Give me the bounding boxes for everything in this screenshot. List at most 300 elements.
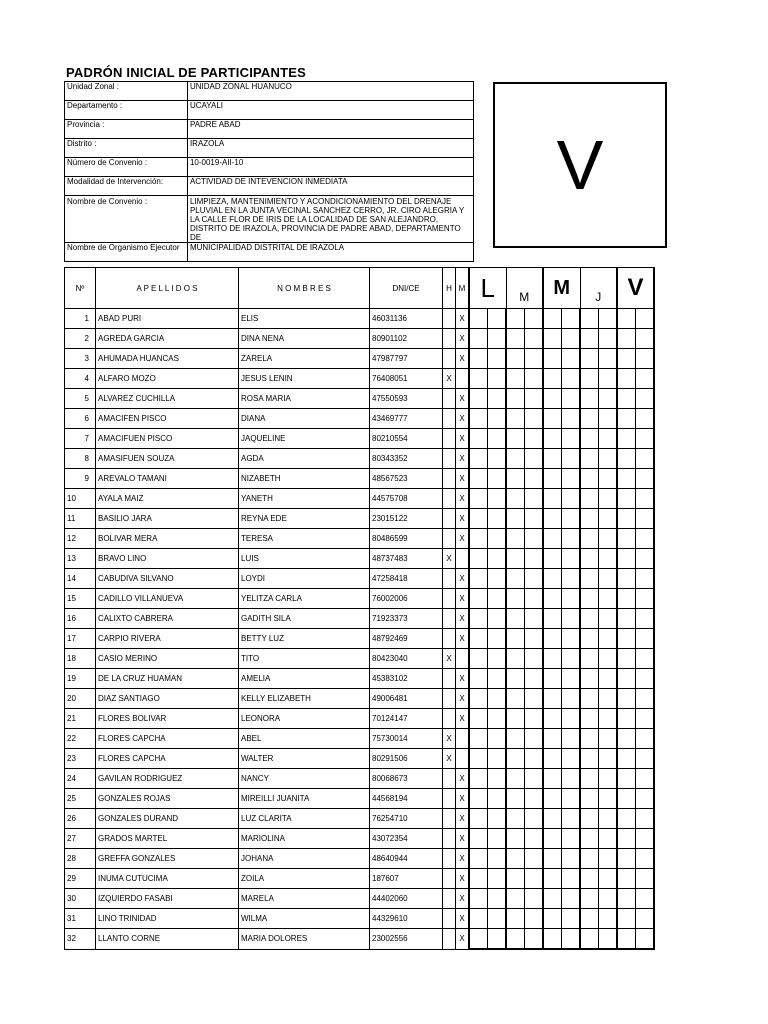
attendance-cell[interactable] bbox=[636, 709, 655, 729]
attendance-cell[interactable] bbox=[506, 749, 525, 769]
attendance-cell[interactable] bbox=[636, 369, 655, 389]
attendance-cell[interactable] bbox=[469, 409, 488, 429]
attendance-cell[interactable] bbox=[617, 709, 636, 729]
attendance-cell[interactable] bbox=[469, 309, 488, 329]
attendance-cell[interactable] bbox=[543, 789, 562, 809]
attendance-cell[interactable] bbox=[636, 609, 655, 629]
attendance-cell[interactable] bbox=[617, 869, 636, 889]
attendance-cell[interactable] bbox=[599, 589, 618, 609]
attendance-cell[interactable] bbox=[469, 569, 488, 589]
attendance-cell[interactable] bbox=[506, 489, 525, 509]
attendance-cell[interactable] bbox=[599, 809, 618, 829]
attendance-cell[interactable] bbox=[506, 529, 525, 549]
attendance-cell[interactable] bbox=[469, 449, 488, 469]
attendance-cell[interactable] bbox=[506, 569, 525, 589]
attendance-cell[interactable] bbox=[488, 449, 507, 469]
attendance-cell[interactable] bbox=[469, 889, 488, 909]
attendance-cell[interactable] bbox=[599, 309, 618, 329]
attendance-cell[interactable] bbox=[506, 609, 525, 629]
attendance-cell[interactable] bbox=[469, 769, 488, 789]
attendance-cell[interactable] bbox=[562, 609, 581, 629]
attendance-cell[interactable] bbox=[525, 529, 544, 549]
attendance-cell[interactable] bbox=[488, 509, 507, 529]
attendance-cell[interactable] bbox=[543, 549, 562, 569]
attendance-cell[interactable] bbox=[617, 649, 636, 669]
attendance-cell[interactable] bbox=[469, 629, 488, 649]
attendance-cell[interactable] bbox=[636, 409, 655, 429]
attendance-cell[interactable] bbox=[599, 529, 618, 549]
attendance-cell[interactable] bbox=[506, 449, 525, 469]
attendance-cell[interactable] bbox=[543, 689, 562, 709]
attendance-cell[interactable] bbox=[543, 669, 562, 689]
attendance-cell[interactable] bbox=[617, 409, 636, 429]
attendance-cell[interactable] bbox=[599, 729, 618, 749]
attendance-cell[interactable] bbox=[599, 829, 618, 849]
attendance-cell[interactable] bbox=[617, 589, 636, 609]
attendance-cell[interactable] bbox=[617, 689, 636, 709]
attendance-cell[interactable] bbox=[580, 409, 599, 429]
attendance-cell[interactable] bbox=[599, 749, 618, 769]
attendance-cell[interactable] bbox=[580, 549, 599, 569]
attendance-cell[interactable] bbox=[543, 489, 562, 509]
attendance-cell[interactable] bbox=[562, 849, 581, 869]
attendance-cell[interactable] bbox=[525, 889, 544, 909]
attendance-cell[interactable] bbox=[488, 469, 507, 489]
attendance-cell[interactable] bbox=[543, 709, 562, 729]
attendance-cell[interactable] bbox=[469, 789, 488, 809]
attendance-cell[interactable] bbox=[580, 929, 599, 950]
attendance-cell[interactable] bbox=[617, 749, 636, 769]
attendance-cell[interactable] bbox=[543, 729, 562, 749]
attendance-cell[interactable] bbox=[543, 909, 562, 929]
attendance-cell[interactable] bbox=[506, 309, 525, 329]
attendance-cell[interactable] bbox=[488, 329, 507, 349]
attendance-cell[interactable] bbox=[506, 729, 525, 749]
attendance-cell[interactable] bbox=[580, 389, 599, 409]
attendance-cell[interactable] bbox=[562, 509, 581, 529]
attendance-cell[interactable] bbox=[636, 869, 655, 889]
attendance-cell[interactable] bbox=[562, 369, 581, 389]
attendance-cell[interactable] bbox=[580, 449, 599, 469]
attendance-cell[interactable] bbox=[562, 429, 581, 449]
attendance-cell[interactable] bbox=[580, 309, 599, 329]
attendance-cell[interactable] bbox=[469, 389, 488, 409]
attendance-cell[interactable] bbox=[599, 689, 618, 709]
attendance-cell[interactable] bbox=[599, 549, 618, 569]
attendance-cell[interactable] bbox=[525, 629, 544, 649]
attendance-cell[interactable] bbox=[562, 329, 581, 349]
attendance-cell[interactable] bbox=[506, 369, 525, 389]
attendance-cell[interactable] bbox=[580, 429, 599, 449]
attendance-cell[interactable] bbox=[580, 749, 599, 769]
attendance-cell[interactable] bbox=[617, 669, 636, 689]
attendance-cell[interactable] bbox=[506, 889, 525, 909]
attendance-cell[interactable] bbox=[543, 329, 562, 349]
attendance-cell[interactable] bbox=[543, 749, 562, 769]
attendance-cell[interactable] bbox=[580, 889, 599, 909]
attendance-cell[interactable] bbox=[543, 889, 562, 909]
attendance-cell[interactable] bbox=[580, 869, 599, 889]
attendance-cell[interactable] bbox=[580, 349, 599, 369]
attendance-cell[interactable] bbox=[506, 769, 525, 789]
attendance-cell[interactable] bbox=[469, 829, 488, 849]
attendance-cell[interactable] bbox=[599, 789, 618, 809]
attendance-cell[interactable] bbox=[636, 389, 655, 409]
attendance-cell[interactable] bbox=[617, 809, 636, 829]
attendance-cell[interactable] bbox=[599, 869, 618, 889]
attendance-cell[interactable] bbox=[525, 709, 544, 729]
attendance-cell[interactable] bbox=[636, 729, 655, 749]
attendance-cell[interactable] bbox=[562, 629, 581, 649]
attendance-cell[interactable] bbox=[525, 569, 544, 589]
attendance-cell[interactable] bbox=[599, 369, 618, 389]
attendance-cell[interactable] bbox=[580, 329, 599, 349]
attendance-cell[interactable] bbox=[562, 689, 581, 709]
attendance-cell[interactable] bbox=[617, 829, 636, 849]
attendance-cell[interactable] bbox=[562, 869, 581, 889]
attendance-cell[interactable] bbox=[506, 409, 525, 429]
attendance-cell[interactable] bbox=[525, 489, 544, 509]
attendance-cell[interactable] bbox=[599, 889, 618, 909]
attendance-cell[interactable] bbox=[525, 509, 544, 529]
attendance-cell[interactable] bbox=[525, 829, 544, 849]
attendance-cell[interactable] bbox=[525, 609, 544, 629]
attendance-cell[interactable] bbox=[543, 349, 562, 369]
attendance-cell[interactable] bbox=[617, 569, 636, 589]
attendance-cell[interactable] bbox=[617, 329, 636, 349]
attendance-cell[interactable] bbox=[580, 369, 599, 389]
attendance-cell[interactable] bbox=[543, 569, 562, 589]
attendance-cell[interactable] bbox=[525, 429, 544, 449]
attendance-cell[interactable] bbox=[617, 549, 636, 569]
attendance-cell[interactable] bbox=[636, 489, 655, 509]
attendance-cell[interactable] bbox=[488, 569, 507, 589]
attendance-cell[interactable] bbox=[636, 789, 655, 809]
attendance-cell[interactable] bbox=[580, 509, 599, 529]
attendance-cell[interactable] bbox=[617, 769, 636, 789]
attendance-cell[interactable] bbox=[543, 869, 562, 889]
attendance-cell[interactable] bbox=[525, 749, 544, 769]
attendance-cell[interactable] bbox=[580, 809, 599, 829]
attendance-cell[interactable] bbox=[599, 489, 618, 509]
attendance-cell[interactable] bbox=[562, 529, 581, 549]
attendance-cell[interactable] bbox=[469, 489, 488, 509]
attendance-cell[interactable] bbox=[506, 589, 525, 609]
attendance-cell[interactable] bbox=[543, 829, 562, 849]
attendance-cell[interactable] bbox=[506, 389, 525, 409]
attendance-cell[interactable] bbox=[488, 369, 507, 389]
attendance-cell[interactable] bbox=[525, 349, 544, 369]
attendance-cell[interactable] bbox=[562, 749, 581, 769]
attendance-cell[interactable] bbox=[525, 329, 544, 349]
attendance-cell[interactable] bbox=[580, 689, 599, 709]
attendance-cell[interactable] bbox=[488, 869, 507, 889]
attendance-cell[interactable] bbox=[636, 569, 655, 589]
attendance-cell[interactable] bbox=[580, 469, 599, 489]
attendance-cell[interactable] bbox=[488, 789, 507, 809]
attendance-cell[interactable] bbox=[599, 709, 618, 729]
attendance-cell[interactable] bbox=[562, 309, 581, 329]
attendance-cell[interactable] bbox=[636, 649, 655, 669]
attendance-cell[interactable] bbox=[488, 809, 507, 829]
attendance-cell[interactable] bbox=[543, 589, 562, 609]
attendance-cell[interactable] bbox=[580, 629, 599, 649]
attendance-cell[interactable] bbox=[617, 509, 636, 529]
attendance-cell[interactable] bbox=[617, 889, 636, 909]
attendance-cell[interactable] bbox=[636, 549, 655, 569]
attendance-cell[interactable] bbox=[488, 729, 507, 749]
attendance-cell[interactable] bbox=[506, 909, 525, 929]
attendance-cell[interactable] bbox=[543, 769, 562, 789]
attendance-cell[interactable] bbox=[562, 409, 581, 429]
attendance-cell[interactable] bbox=[599, 769, 618, 789]
attendance-cell[interactable] bbox=[562, 709, 581, 729]
attendance-cell[interactable] bbox=[543, 469, 562, 489]
attendance-cell[interactable] bbox=[562, 349, 581, 369]
attendance-cell[interactable] bbox=[506, 929, 525, 950]
attendance-cell[interactable] bbox=[580, 769, 599, 789]
attendance-cell[interactable] bbox=[506, 709, 525, 729]
attendance-cell[interactable] bbox=[543, 309, 562, 329]
attendance-cell[interactable] bbox=[599, 929, 618, 950]
attendance-cell[interactable] bbox=[488, 909, 507, 929]
attendance-cell[interactable] bbox=[636, 349, 655, 369]
attendance-cell[interactable] bbox=[506, 809, 525, 829]
attendance-cell[interactable] bbox=[562, 589, 581, 609]
attendance-cell[interactable] bbox=[506, 689, 525, 709]
attendance-cell[interactable] bbox=[617, 489, 636, 509]
attendance-cell[interactable] bbox=[506, 829, 525, 849]
attendance-cell[interactable] bbox=[488, 829, 507, 849]
attendance-cell[interactable] bbox=[506, 789, 525, 809]
attendance-cell[interactable] bbox=[562, 489, 581, 509]
attendance-cell[interactable] bbox=[617, 529, 636, 549]
attendance-cell[interactable] bbox=[525, 929, 544, 950]
attendance-cell[interactable] bbox=[562, 569, 581, 589]
attendance-cell[interactable] bbox=[580, 569, 599, 589]
attendance-cell[interactable] bbox=[469, 329, 488, 349]
attendance-cell[interactable] bbox=[580, 829, 599, 849]
attendance-cell[interactable] bbox=[488, 849, 507, 869]
attendance-cell[interactable] bbox=[488, 349, 507, 369]
attendance-cell[interactable] bbox=[599, 669, 618, 689]
attendance-cell[interactable] bbox=[525, 409, 544, 429]
attendance-cell[interactable] bbox=[506, 349, 525, 369]
attendance-cell[interactable] bbox=[543, 449, 562, 469]
attendance-cell[interactable] bbox=[525, 469, 544, 489]
attendance-cell[interactable] bbox=[636, 589, 655, 609]
attendance-cell[interactable] bbox=[543, 649, 562, 669]
attendance-cell[interactable] bbox=[488, 609, 507, 629]
attendance-cell[interactable] bbox=[525, 869, 544, 889]
attendance-cell[interactable] bbox=[617, 449, 636, 469]
attendance-cell[interactable] bbox=[525, 909, 544, 929]
attendance-cell[interactable] bbox=[469, 649, 488, 669]
attendance-cell[interactable] bbox=[525, 369, 544, 389]
attendance-cell[interactable] bbox=[506, 649, 525, 669]
attendance-cell[interactable] bbox=[488, 749, 507, 769]
attendance-cell[interactable] bbox=[488, 649, 507, 669]
attendance-cell[interactable] bbox=[636, 329, 655, 349]
attendance-cell[interactable] bbox=[580, 489, 599, 509]
attendance-cell[interactable] bbox=[506, 509, 525, 529]
attendance-cell[interactable] bbox=[469, 589, 488, 609]
attendance-cell[interactable] bbox=[469, 849, 488, 869]
attendance-cell[interactable] bbox=[543, 369, 562, 389]
attendance-cell[interactable] bbox=[488, 489, 507, 509]
attendance-cell[interactable] bbox=[469, 669, 488, 689]
attendance-cell[interactable] bbox=[636, 889, 655, 909]
attendance-cell[interactable] bbox=[506, 849, 525, 869]
attendance-cell[interactable] bbox=[469, 549, 488, 569]
attendance-cell[interactable] bbox=[562, 669, 581, 689]
attendance-cell[interactable] bbox=[543, 389, 562, 409]
attendance-cell[interactable] bbox=[580, 729, 599, 749]
attendance-cell[interactable] bbox=[617, 309, 636, 329]
attendance-cell[interactable] bbox=[599, 609, 618, 629]
attendance-cell[interactable] bbox=[599, 409, 618, 429]
attendance-cell[interactable] bbox=[469, 729, 488, 749]
attendance-cell[interactable] bbox=[506, 669, 525, 689]
attendance-cell[interactable] bbox=[636, 429, 655, 449]
attendance-cell[interactable] bbox=[617, 609, 636, 629]
attendance-cell[interactable] bbox=[525, 769, 544, 789]
attendance-cell[interactable] bbox=[636, 929, 655, 950]
attendance-cell[interactable] bbox=[599, 909, 618, 929]
attendance-cell[interactable] bbox=[525, 669, 544, 689]
attendance-cell[interactable] bbox=[525, 309, 544, 329]
attendance-cell[interactable] bbox=[636, 909, 655, 929]
attendance-cell[interactable] bbox=[617, 429, 636, 449]
attendance-cell[interactable] bbox=[599, 429, 618, 449]
attendance-cell[interactable] bbox=[469, 689, 488, 709]
attendance-cell[interactable] bbox=[562, 649, 581, 669]
attendance-cell[interactable] bbox=[617, 469, 636, 489]
attendance-cell[interactable] bbox=[525, 589, 544, 609]
attendance-cell[interactable] bbox=[488, 669, 507, 689]
attendance-cell[interactable] bbox=[617, 389, 636, 409]
attendance-cell[interactable] bbox=[599, 389, 618, 409]
attendance-cell[interactable] bbox=[469, 809, 488, 829]
attendance-cell[interactable] bbox=[543, 429, 562, 449]
attendance-cell[interactable] bbox=[636, 749, 655, 769]
attendance-cell[interactable] bbox=[543, 929, 562, 950]
attendance-cell[interactable] bbox=[636, 849, 655, 869]
attendance-cell[interactable] bbox=[506, 429, 525, 449]
attendance-cell[interactable] bbox=[488, 549, 507, 569]
attendance-cell[interactable] bbox=[562, 909, 581, 929]
attendance-cell[interactable] bbox=[617, 909, 636, 929]
attendance-cell[interactable] bbox=[469, 709, 488, 729]
attendance-cell[interactable] bbox=[488, 529, 507, 549]
attendance-cell[interactable] bbox=[599, 629, 618, 649]
attendance-cell[interactable] bbox=[525, 449, 544, 469]
attendance-cell[interactable] bbox=[469, 369, 488, 389]
attendance-cell[interactable] bbox=[580, 529, 599, 549]
attendance-cell[interactable] bbox=[525, 809, 544, 829]
attendance-cell[interactable] bbox=[617, 849, 636, 869]
attendance-cell[interactable] bbox=[562, 389, 581, 409]
attendance-cell[interactable] bbox=[580, 649, 599, 669]
attendance-cell[interactable] bbox=[636, 509, 655, 529]
attendance-cell[interactable] bbox=[617, 789, 636, 809]
attendance-cell[interactable] bbox=[562, 549, 581, 569]
attendance-cell[interactable] bbox=[599, 509, 618, 529]
attendance-cell[interactable] bbox=[488, 929, 507, 950]
attendance-cell[interactable] bbox=[636, 629, 655, 649]
attendance-cell[interactable] bbox=[562, 769, 581, 789]
attendance-cell[interactable] bbox=[469, 429, 488, 449]
attendance-cell[interactable] bbox=[488, 889, 507, 909]
attendance-cell[interactable] bbox=[488, 429, 507, 449]
attendance-cell[interactable] bbox=[525, 549, 544, 569]
attendance-cell[interactable] bbox=[469, 529, 488, 549]
attendance-cell[interactable] bbox=[506, 329, 525, 349]
attendance-cell[interactable] bbox=[506, 629, 525, 649]
attendance-cell[interactable] bbox=[599, 649, 618, 669]
attendance-cell[interactable] bbox=[562, 929, 581, 950]
attendance-cell[interactable] bbox=[617, 349, 636, 369]
attendance-cell[interactable] bbox=[488, 629, 507, 649]
attendance-cell[interactable] bbox=[543, 629, 562, 649]
attendance-cell[interactable] bbox=[562, 469, 581, 489]
attendance-cell[interactable] bbox=[562, 729, 581, 749]
attendance-cell[interactable] bbox=[488, 709, 507, 729]
attendance-cell[interactable] bbox=[469, 929, 488, 950]
attendance-cell[interactable] bbox=[599, 849, 618, 869]
attendance-cell[interactable] bbox=[617, 369, 636, 389]
attendance-cell[interactable] bbox=[469, 469, 488, 489]
attendance-cell[interactable] bbox=[525, 729, 544, 749]
attendance-cell[interactable] bbox=[562, 449, 581, 469]
attendance-cell[interactable] bbox=[636, 769, 655, 789]
attendance-cell[interactable] bbox=[636, 829, 655, 849]
attendance-cell[interactable] bbox=[580, 669, 599, 689]
attendance-cell[interactable] bbox=[543, 509, 562, 529]
attendance-cell[interactable] bbox=[469, 349, 488, 369]
attendance-cell[interactable] bbox=[543, 609, 562, 629]
attendance-cell[interactable] bbox=[488, 389, 507, 409]
attendance-cell[interactable] bbox=[562, 809, 581, 829]
attendance-cell[interactable] bbox=[562, 789, 581, 809]
attendance-cell[interactable] bbox=[506, 549, 525, 569]
attendance-cell[interactable] bbox=[636, 529, 655, 549]
attendance-cell[interactable] bbox=[580, 909, 599, 929]
attendance-cell[interactable] bbox=[599, 569, 618, 589]
attendance-cell[interactable] bbox=[488, 769, 507, 789]
attendance-cell[interactable] bbox=[506, 469, 525, 489]
attendance-cell[interactable] bbox=[488, 309, 507, 329]
attendance-cell[interactable] bbox=[580, 789, 599, 809]
attendance-cell[interactable] bbox=[580, 849, 599, 869]
attendance-cell[interactable] bbox=[636, 309, 655, 329]
attendance-cell[interactable] bbox=[543, 809, 562, 829]
attendance-cell[interactable] bbox=[469, 609, 488, 629]
attendance-cell[interactable] bbox=[543, 529, 562, 549]
attendance-cell[interactable] bbox=[580, 589, 599, 609]
attendance-cell[interactable] bbox=[580, 709, 599, 729]
attendance-cell[interactable] bbox=[562, 829, 581, 849]
attendance-cell[interactable] bbox=[506, 869, 525, 889]
attendance-cell[interactable] bbox=[599, 349, 618, 369]
attendance-cell[interactable] bbox=[636, 809, 655, 829]
attendance-cell[interactable] bbox=[562, 889, 581, 909]
attendance-cell[interactable] bbox=[525, 849, 544, 869]
attendance-cell[interactable] bbox=[636, 469, 655, 489]
attendance-cell[interactable] bbox=[469, 869, 488, 889]
attendance-cell[interactable] bbox=[636, 669, 655, 689]
attendance-cell[interactable] bbox=[469, 749, 488, 769]
